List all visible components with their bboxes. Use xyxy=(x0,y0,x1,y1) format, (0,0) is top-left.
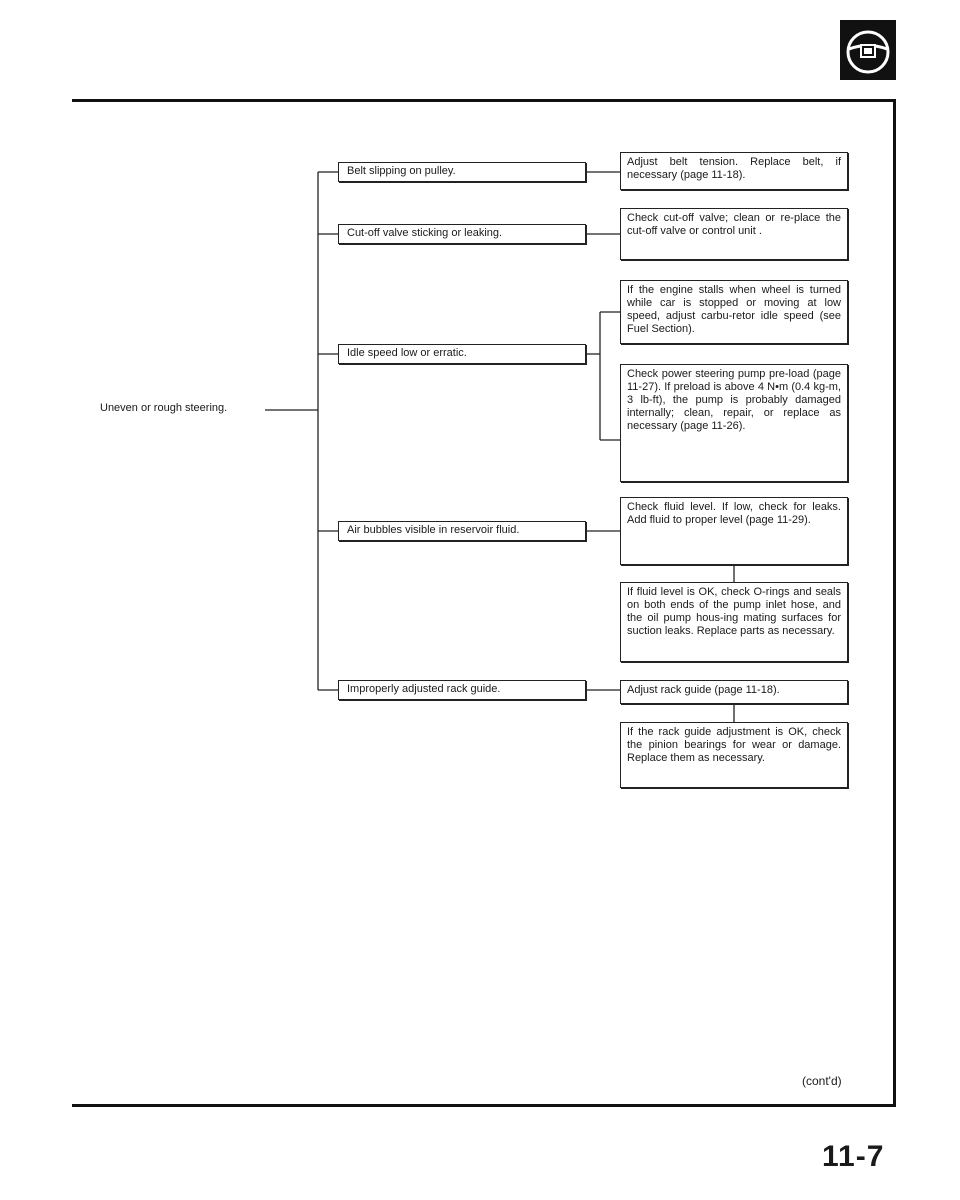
remedy-pump-preload: Check power steering pump pre-load (page 11-27). If preload is above 4 N•m (0.4 kg-m, 3 lb-ft), the pump is probably damaged internally; clean, repair, or replace as necessary (page 11-26). xyxy=(620,364,848,482)
remedy-fluid-level: Check fluid level. If low, check for leaks. Add fluid to proper level (page 11-29). xyxy=(620,497,848,565)
remedy-idle-speed: If the engine stalls when wheel is turned while car is stopped or moving at low speed, adjust carbu-retor idle speed (see Fuel Section). xyxy=(620,280,848,344)
remedy-belt-tension: Adjust belt tension. Replace belt, if necessary (page 11-18). xyxy=(620,152,848,190)
symptom-label: Uneven or rough steering. xyxy=(100,402,228,414)
remedy-oring-seals: If fluid level is OK, check O-rings and seals on both ends of the pump inlet hose, and the oil pump hous-ing mating surfaces for suction leaks. Replace parts as necessary. xyxy=(620,582,848,662)
continued-label: (cont'd) xyxy=(802,1074,842,1088)
cause-rack-guide: Improperly adjusted rack guide. xyxy=(338,680,586,700)
cause-cutoff-valve: Cut-off valve sticking or leaking. xyxy=(338,224,586,244)
cause-belt-slipping: Belt slipping on pulley. xyxy=(338,162,586,182)
remedy-adjust-rack-guide: Adjust rack guide (page 11-18). xyxy=(620,680,848,704)
page-number: 11-7 xyxy=(822,1140,885,1173)
remedy-pinion-bearings: If the rack guide adjustment is OK, check the pinion bearings for wear or damage. Replace them as necessary. xyxy=(620,722,848,788)
cause-air-bubbles: Air bubbles visible in reservoir fluid. xyxy=(338,521,586,541)
remedy-cutoff-valve: Check cut-off valve; clean or re-place the cut-off valve or control unit . xyxy=(620,208,848,260)
cause-idle-speed: Idle speed low or erratic. xyxy=(338,344,586,364)
